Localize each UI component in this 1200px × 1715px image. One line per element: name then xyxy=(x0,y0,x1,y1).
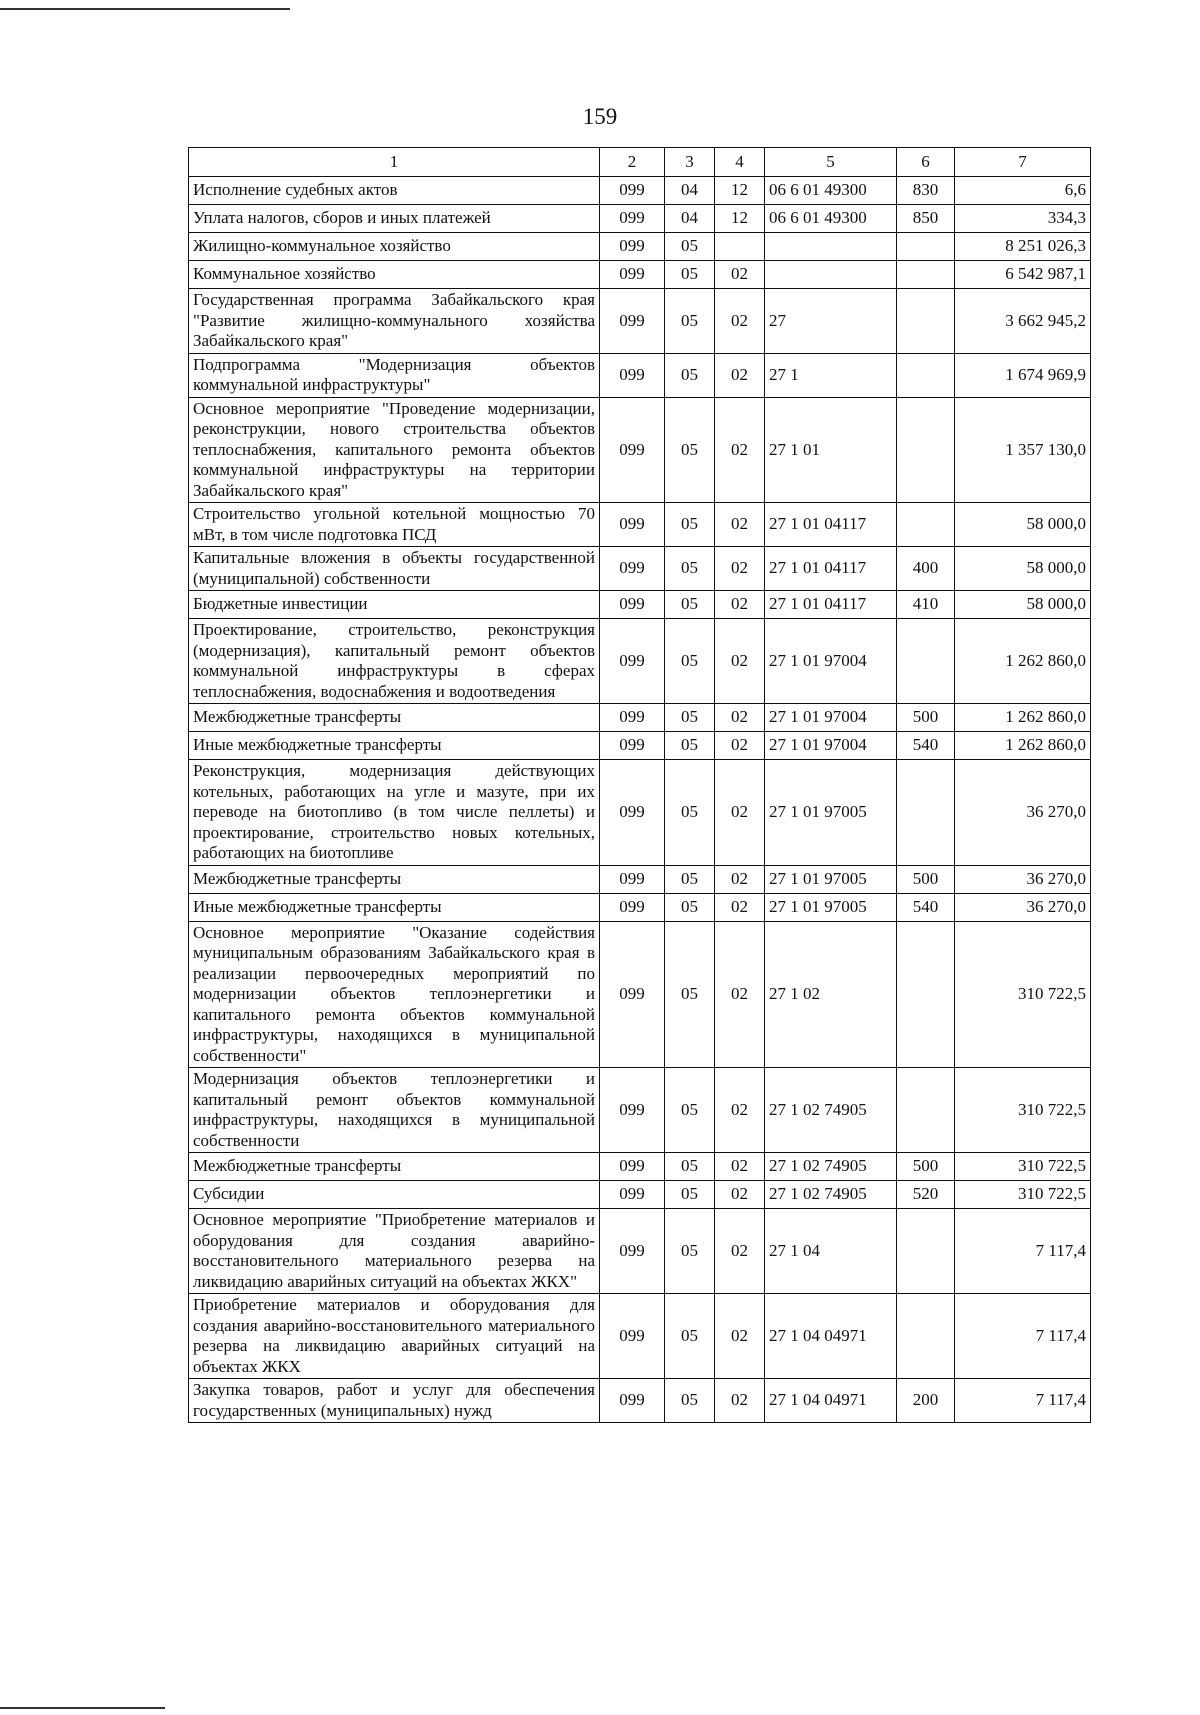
row-expense-type xyxy=(897,619,955,704)
column-header: 2 xyxy=(600,148,665,177)
row-subsection-code: 02 xyxy=(715,503,765,547)
row-ministry-code: 099 xyxy=(600,893,665,921)
row-subsection-code: 02 xyxy=(715,704,765,732)
row-section-code: 05 xyxy=(665,1068,715,1153)
row-section-code: 05 xyxy=(665,397,715,503)
row-expense-type: 500 xyxy=(897,704,955,732)
row-expense-type xyxy=(897,503,955,547)
row-amount: 310 722,5 xyxy=(955,921,1091,1068)
row-name: Основное мероприятие "Проведение модернизации, реконструкции, нового строительства объектов теплоснабжения, капитального ремонта объектов коммунальной инфраструктуры на территории Забайкальского края" xyxy=(189,397,600,503)
row-subsection-code: 02 xyxy=(715,1181,765,1209)
row-name: Реконструкция, модернизация действующих котельных, работающих на угле и мазуте, при их переводе на биотопливо (в том числе пеллеты) и проектирование, строительство новых котельных, работающих на биотопливе xyxy=(189,760,600,866)
row-amount: 1 262 860,0 xyxy=(955,732,1091,760)
row-name: Основное мероприятие "Оказание содействия муниципальным образованиям Забайкальского края в реализации первоочередных мероприятий по модернизации объектов теплоэнергетики и капитального ремонта объектов коммунальной инфраструктуры, находящихся в муниципальной собственности" xyxy=(189,921,600,1068)
row-amount: 36 270,0 xyxy=(955,760,1091,866)
row-section-code: 05 xyxy=(665,503,715,547)
row-subsection-code: 12 xyxy=(715,177,765,205)
table-row xyxy=(189,233,1091,261)
column-header: 6 xyxy=(897,148,955,177)
row-expense-type xyxy=(897,353,955,397)
row-ministry-code: 099 xyxy=(600,865,665,893)
row-amount: 58 000,0 xyxy=(955,503,1091,547)
row-section-code: 05 xyxy=(665,1209,715,1294)
table-row xyxy=(189,1379,1091,1423)
row-amount: 58 000,0 xyxy=(955,547,1091,591)
row-target-article: 27 1 02 74905 xyxy=(765,1153,897,1181)
table-row xyxy=(189,1181,1091,1209)
row-target-article: 27 1 04 04971 xyxy=(765,1379,897,1423)
column-header: 1 xyxy=(189,148,600,177)
row-amount: 310 722,5 xyxy=(955,1181,1091,1209)
row-amount: 36 270,0 xyxy=(955,893,1091,921)
page-number: 159 xyxy=(582,104,618,129)
row-subsection-code: 02 xyxy=(715,760,765,866)
row-expense-type: 830 xyxy=(897,177,955,205)
row-ministry-code: 099 xyxy=(600,233,665,261)
table-row xyxy=(189,1209,1091,1294)
row-expense-type xyxy=(897,289,955,354)
row-name: Коммунальное хозяйство xyxy=(189,261,600,289)
row-subsection-code: 02 xyxy=(715,921,765,1068)
row-subsection-code: 02 xyxy=(715,893,765,921)
row-target-article: 27 1 01 97005 xyxy=(765,760,897,866)
row-section-code: 05 xyxy=(665,353,715,397)
table-row xyxy=(189,760,1091,866)
column-header: 4 xyxy=(715,148,765,177)
row-target-article: 27 xyxy=(765,289,897,354)
row-name: Закупка товаров, работ и услуг для обеспечения государственных (муниципальных) нужд xyxy=(189,1379,600,1423)
row-name: Уплата налогов, сборов и иных платежей xyxy=(189,205,600,233)
row-subsection-code: 02 xyxy=(715,353,765,397)
row-target-article: 27 1 02 74905 xyxy=(765,1068,897,1153)
row-subsection-code: 02 xyxy=(715,289,765,354)
row-target-article: 06 6 01 49300 xyxy=(765,177,897,205)
row-target-article: 27 1 xyxy=(765,353,897,397)
row-target-article: 27 1 01 97004 xyxy=(765,704,897,732)
table-row xyxy=(189,591,1091,619)
row-name: Иные межбюджетные трансферты xyxy=(189,732,600,760)
row-section-code: 05 xyxy=(665,547,715,591)
row-amount: 58 000,0 xyxy=(955,591,1091,619)
row-ministry-code: 099 xyxy=(600,397,665,503)
row-amount: 8 251 026,3 xyxy=(955,233,1091,261)
row-target-article: 27 1 04 04971 xyxy=(765,1294,897,1379)
row-ministry-code: 099 xyxy=(600,1181,665,1209)
row-amount: 7 117,4 xyxy=(955,1209,1091,1294)
row-ministry-code: 099 xyxy=(600,1209,665,1294)
row-name: Исполнение судебных актов xyxy=(189,177,600,205)
row-target-article: 27 1 02 74905 xyxy=(765,1181,897,1209)
row-expense-type xyxy=(897,1294,955,1379)
row-ministry-code: 099 xyxy=(600,760,665,866)
row-section-code: 05 xyxy=(665,704,715,732)
row-amount: 1 357 130,0 xyxy=(955,397,1091,503)
row-ministry-code: 099 xyxy=(600,1068,665,1153)
row-name: Основное мероприятие "Приобретение материалов и оборудования для создания аварийно-восстановительного материального резерва на ликвидацию аварийных ситуаций на объектах ЖКХ" xyxy=(189,1209,600,1294)
row-amount: 1 674 969,9 xyxy=(955,353,1091,397)
row-expense-type xyxy=(897,261,955,289)
row-expense-type xyxy=(897,760,955,866)
row-target-article: 27 1 01 97004 xyxy=(765,619,897,704)
row-expense-type xyxy=(897,233,955,261)
row-ministry-code: 099 xyxy=(600,619,665,704)
row-name: Бюджетные инвестиции xyxy=(189,591,600,619)
row-ministry-code: 099 xyxy=(600,503,665,547)
row-subsection-code: 02 xyxy=(715,1068,765,1153)
row-subsection-code: 02 xyxy=(715,261,765,289)
row-subsection-code: 02 xyxy=(715,547,765,591)
row-ministry-code: 099 xyxy=(600,1294,665,1379)
row-expense-type: 850 xyxy=(897,205,955,233)
row-ministry-code: 099 xyxy=(600,177,665,205)
table-row xyxy=(189,397,1091,503)
row-expense-type xyxy=(897,397,955,503)
row-amount: 3 662 945,2 xyxy=(955,289,1091,354)
row-section-code: 05 xyxy=(665,865,715,893)
table-row xyxy=(189,865,1091,893)
row-section-code: 05 xyxy=(665,591,715,619)
row-target-article: 27 1 01 04117 xyxy=(765,503,897,547)
table-row xyxy=(189,921,1091,1068)
row-amount: 7 117,4 xyxy=(955,1379,1091,1423)
table-row xyxy=(189,1153,1091,1181)
row-target-article xyxy=(765,261,897,289)
row-ministry-code: 099 xyxy=(600,205,665,233)
table-row xyxy=(189,704,1091,732)
table-row xyxy=(189,732,1091,760)
row-name: Субсидии xyxy=(189,1181,600,1209)
table-row xyxy=(189,289,1091,354)
row-name: Иные межбюджетные трансферты xyxy=(189,893,600,921)
row-name: Межбюджетные трансферты xyxy=(189,704,600,732)
row-target-article xyxy=(765,233,897,261)
row-expense-type xyxy=(897,921,955,1068)
row-expense-type: 500 xyxy=(897,1153,955,1181)
row-target-article: 27 1 01 04117 xyxy=(765,547,897,591)
row-amount: 7 117,4 xyxy=(955,1294,1091,1379)
row-amount: 36 270,0 xyxy=(955,865,1091,893)
row-ministry-code: 099 xyxy=(600,289,665,354)
row-section-code: 05 xyxy=(665,1379,715,1423)
row-amount: 1 262 860,0 xyxy=(955,619,1091,704)
row-amount: 6,6 xyxy=(955,177,1091,205)
row-subsection-code: 02 xyxy=(715,1294,765,1379)
row-amount: 334,3 xyxy=(955,205,1091,233)
row-amount: 1 262 860,0 xyxy=(955,704,1091,732)
row-expense-type: 520 xyxy=(897,1181,955,1209)
column-header: 3 xyxy=(665,148,715,177)
table-row xyxy=(189,353,1091,397)
row-section-code: 05 xyxy=(665,1153,715,1181)
row-expense-type xyxy=(897,1068,955,1153)
row-subsection-code: 02 xyxy=(715,397,765,503)
table-row xyxy=(189,619,1091,704)
table-row xyxy=(189,1294,1091,1379)
row-ministry-code: 099 xyxy=(600,921,665,1068)
row-expense-type xyxy=(897,1209,955,1294)
table-row xyxy=(189,893,1091,921)
column-header: 5 xyxy=(765,148,897,177)
row-expense-type: 200 xyxy=(897,1379,955,1423)
row-target-article: 27 1 02 xyxy=(765,921,897,1068)
row-target-article: 27 1 04 xyxy=(765,1209,897,1294)
row-ministry-code: 099 xyxy=(600,547,665,591)
row-section-code: 05 xyxy=(665,732,715,760)
row-ministry-code: 099 xyxy=(600,261,665,289)
row-amount: 310 722,5 xyxy=(955,1068,1091,1153)
row-name: Жилищно-коммунальное хозяйство xyxy=(189,233,600,261)
row-name: Строительство угольной котельной мощностью 70 мВт, в том числе подготовка ПСД xyxy=(189,503,600,547)
table-body xyxy=(189,177,1091,1423)
row-section-code: 04 xyxy=(665,205,715,233)
row-subsection-code xyxy=(715,233,765,261)
row-ministry-code: 099 xyxy=(600,353,665,397)
row-section-code: 05 xyxy=(665,233,715,261)
column-header: 7 xyxy=(955,148,1091,177)
row-section-code: 05 xyxy=(665,261,715,289)
table-row xyxy=(189,1068,1091,1153)
row-expense-type: 500 xyxy=(897,865,955,893)
row-target-article: 27 1 01 xyxy=(765,397,897,503)
row-name: Государственная программа Забайкальского края "Развитие жилищно-коммунального хозяйства Забайкальского края" xyxy=(189,289,600,354)
row-section-code: 05 xyxy=(665,289,715,354)
row-expense-type: 400 xyxy=(897,547,955,591)
row-name: Проектирование, строительство, реконструкция (модернизация), капитальный ремонт объектов коммунальной инфраструктуры в сферах теплоснабжения, водоснабжения и водоотведения xyxy=(189,619,600,704)
row-target-article: 27 1 01 97005 xyxy=(765,893,897,921)
row-target-article: 27 1 01 04117 xyxy=(765,591,897,619)
row-target-article: 06 6 01 49300 xyxy=(765,205,897,233)
row-target-article: 27 1 01 97004 xyxy=(765,732,897,760)
row-ministry-code: 099 xyxy=(600,704,665,732)
table-row xyxy=(189,547,1091,591)
row-section-code: 05 xyxy=(665,760,715,866)
row-subsection-code: 02 xyxy=(715,1209,765,1294)
row-subsection-code: 02 xyxy=(715,1153,765,1181)
row-ministry-code: 099 xyxy=(600,1153,665,1181)
table-row xyxy=(189,261,1091,289)
row-subsection-code: 02 xyxy=(715,591,765,619)
row-expense-type: 540 xyxy=(897,893,955,921)
row-section-code: 05 xyxy=(665,893,715,921)
row-subsection-code: 02 xyxy=(715,1379,765,1423)
row-ministry-code: 099 xyxy=(600,732,665,760)
row-name: Модернизация объектов теплоэнергетики и капитальный ремонт объектов коммунальной инфраструктуры, находящихся в муниципальной собственности xyxy=(189,1068,600,1153)
row-name: Межбюджетные трансферты xyxy=(189,1153,600,1181)
row-name: Приобретение материалов и оборудования для создания аварийно-восстановительного материального резерва на ликвидацию аварийных ситуаций на объектах ЖКХ xyxy=(189,1294,600,1379)
row-expense-type: 410 xyxy=(897,591,955,619)
row-ministry-code: 099 xyxy=(600,591,665,619)
row-subsection-code: 12 xyxy=(715,205,765,233)
row-subsection-code: 02 xyxy=(715,732,765,760)
row-subsection-code: 02 xyxy=(715,865,765,893)
row-ministry-code: 099 xyxy=(600,1379,665,1423)
row-section-code: 05 xyxy=(665,921,715,1068)
row-section-code: 05 xyxy=(665,1294,715,1379)
row-name: Капитальные вложения в объекты государственной (муниципальной) собственности xyxy=(189,547,600,591)
scan-edge-line xyxy=(0,1707,165,1709)
row-name: Межбюджетные трансферты xyxy=(189,865,600,893)
table-row xyxy=(189,503,1091,547)
table-row xyxy=(189,205,1091,233)
row-amount: 310 722,5 xyxy=(955,1153,1091,1181)
row-section-code: 05 xyxy=(665,619,715,704)
row-section-code: 05 xyxy=(665,1181,715,1209)
table-header-row xyxy=(189,148,1091,177)
scan-edge-line xyxy=(0,8,290,10)
row-subsection-code: 02 xyxy=(715,619,765,704)
table-row xyxy=(189,177,1091,205)
row-amount: 6 542 987,1 xyxy=(955,261,1091,289)
row-name: Подпрограмма "Модернизация объектов коммунальной инфраструктуры" xyxy=(189,353,600,397)
row-expense-type: 540 xyxy=(897,732,955,760)
row-section-code: 04 xyxy=(665,177,715,205)
budget-table xyxy=(188,147,1091,1423)
row-target-article: 27 1 01 97005 xyxy=(765,865,897,893)
